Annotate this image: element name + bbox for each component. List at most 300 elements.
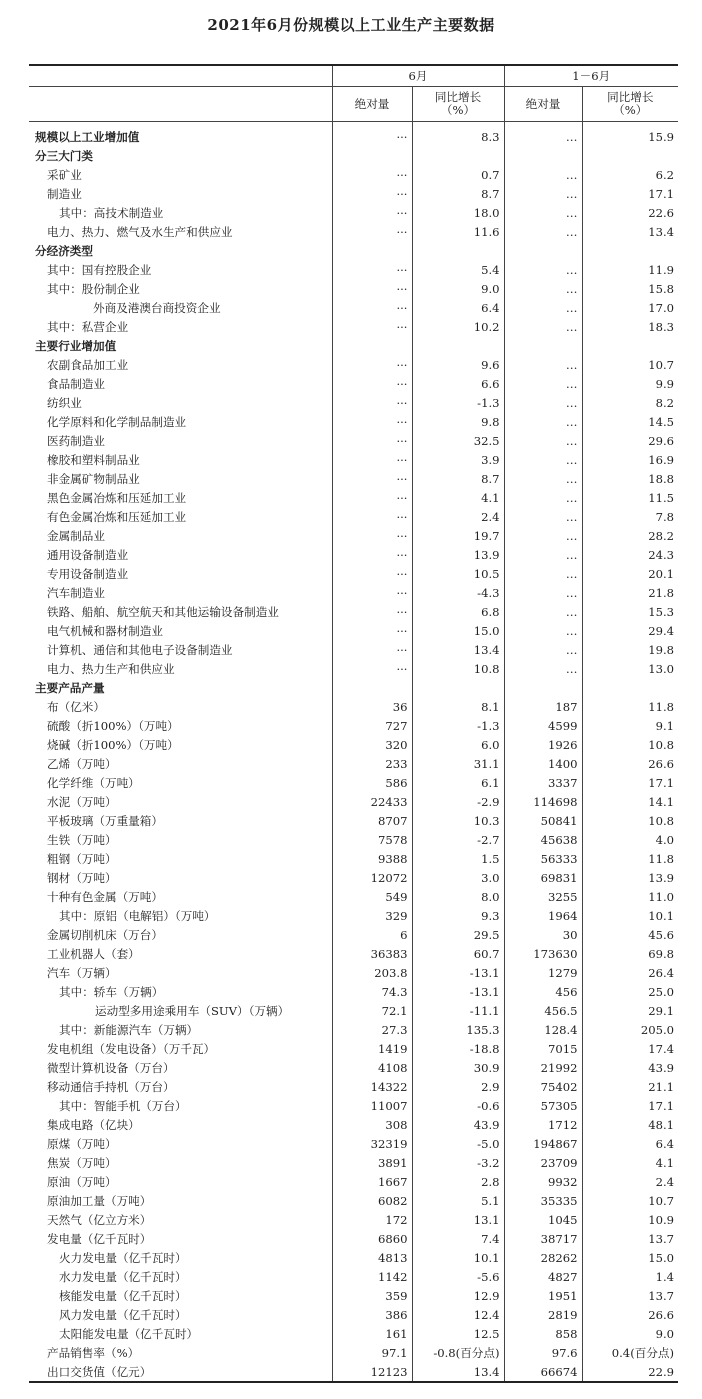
cell-ytd-abs: 7015 — [504, 1039, 582, 1058]
cell-month-growth: 4.1 — [412, 488, 504, 507]
cell-month-abs: ··· — [332, 260, 412, 279]
cell-month-abs: ··· — [332, 412, 412, 431]
cell-ytd-growth: 48.1 — [582, 1115, 678, 1134]
row-label: 主要行业增加值 — [35, 338, 117, 353]
row-label: 十种有色金属（万吨） — [47, 889, 163, 904]
cell-ytd-abs: 128.4 — [504, 1020, 582, 1039]
cell-month-growth: 1.5 — [412, 849, 504, 868]
row-label: 核能发电量（亿千瓦时） — [59, 1288, 187, 1303]
header-ytd: 1－6月 — [504, 65, 678, 87]
header-blank — [29, 65, 332, 87]
cell-month-abs: 549 — [332, 887, 412, 906]
cell-month-growth: -5.0 — [412, 1134, 504, 1153]
cell-month-growth: 29.5 — [412, 925, 504, 944]
cell-ytd-abs: … — [504, 640, 582, 659]
table-row — [29, 925, 678, 944]
header-month-abs: 绝对量 — [332, 87, 412, 122]
cell-ytd-growth: 6.2 — [582, 165, 678, 184]
cell-month-growth: 9.6 — [412, 355, 504, 374]
table-row — [29, 1077, 678, 1096]
cell-month-abs: ··· — [332, 602, 412, 621]
cell-ytd-abs: 4827 — [504, 1267, 582, 1286]
cell-ytd-abs: … — [504, 488, 582, 507]
cell-month-abs: ··· — [332, 488, 412, 507]
cell-month-growth: 2.8 — [412, 1172, 504, 1191]
row-label: 原煤（万吨） — [47, 1136, 117, 1151]
cell-ytd-growth: 18.3 — [582, 317, 678, 336]
table-row — [29, 507, 678, 526]
table-row — [29, 621, 678, 640]
row-label: 水泥（万吨） — [47, 794, 117, 809]
row-label: 化学纤维（万吨） — [47, 775, 140, 790]
cell-ytd-abs: 66674 — [504, 1362, 582, 1382]
cell-month-abs: 74.3 — [332, 982, 412, 1001]
cell-ytd-growth: 13.0 — [582, 659, 678, 678]
cell-month-growth: 11.6 — [412, 222, 504, 241]
cell-month-abs: 329 — [332, 906, 412, 925]
cell-month-growth: -4.3 — [412, 583, 504, 602]
row-label: 其中：轿车（万辆） — [59, 984, 164, 999]
cell-month-growth — [412, 678, 504, 697]
row-label: 通用设备制造业 — [47, 547, 129, 562]
table-row — [29, 317, 678, 336]
cell-ytd-growth: 26.6 — [582, 754, 678, 773]
cell-ytd-growth: 24.3 — [582, 545, 678, 564]
cell-ytd-growth: 17.4 — [582, 1039, 678, 1058]
cell-ytd-growth: 29.1 — [582, 1001, 678, 1020]
cell-ytd-growth: 10.1 — [582, 906, 678, 925]
table-row — [29, 355, 678, 374]
header-ytd-growth — [582, 87, 678, 122]
row-label: 其中：原铝（电解铝）（万吨） — [59, 908, 216, 923]
cell-ytd-growth: 14.1 — [582, 792, 678, 811]
table-row — [29, 735, 678, 754]
cell-month-growth: 60.7 — [412, 944, 504, 963]
cell-ytd-growth: 21.8 — [582, 583, 678, 602]
cell-month-abs: ··· — [332, 393, 412, 412]
cell-ytd-abs: 1400 — [504, 754, 582, 773]
page-title: 2021年6月份规模以上工业生产主要数据 — [207, 16, 495, 34]
row-label: 风力发电量（亿千瓦时） — [59, 1307, 187, 1322]
table-row — [29, 1286, 678, 1305]
cell-ytd-growth: 6.4 — [582, 1134, 678, 1153]
cell-month-abs: 9388 — [332, 849, 412, 868]
cell-month-abs: ··· — [332, 279, 412, 298]
header-growth-line1: 同比增长 — [607, 90, 654, 104]
header-month-growth — [412, 87, 504, 122]
table-row — [29, 203, 678, 222]
data-table — [29, 64, 678, 1383]
cell-ytd-growth: 15.3 — [582, 602, 678, 621]
cell-ytd-abs — [504, 241, 582, 260]
cell-month-abs: ··· — [332, 222, 412, 241]
cell-ytd-abs: … — [504, 412, 582, 431]
cell-month-growth: 10.1 — [412, 1248, 504, 1267]
cell-ytd-abs: 45638 — [504, 830, 582, 849]
cell-month-growth: 135.3 — [412, 1020, 504, 1039]
cell-month-abs: 1419 — [332, 1039, 412, 1058]
cell-ytd-growth: 4.1 — [582, 1153, 678, 1172]
table-row — [29, 431, 678, 450]
cell-month-abs: 4108 — [332, 1058, 412, 1077]
cell-month-abs: 36383 — [332, 944, 412, 963]
cell-ytd-abs: … — [504, 469, 582, 488]
table-row — [29, 374, 678, 393]
cell-month-abs: ··· — [332, 298, 412, 317]
cell-ytd-growth: 13.7 — [582, 1229, 678, 1248]
cell-month-abs: ··· — [332, 355, 412, 374]
table-row — [29, 1324, 678, 1343]
row-label: 烧碱（折100%）（万吨） — [47, 737, 179, 752]
cell-ytd-abs: 858 — [504, 1324, 582, 1343]
cell-ytd-growth: 15.0 — [582, 1248, 678, 1267]
cell-month-abs — [332, 241, 412, 260]
table-row — [29, 1305, 678, 1324]
table-body — [29, 122, 678, 1383]
table-row — [29, 1210, 678, 1229]
table-row — [29, 1343, 678, 1362]
cell-ytd-abs: 21992 — [504, 1058, 582, 1077]
cell-month-growth: 32.5 — [412, 431, 504, 450]
cell-ytd-growth — [582, 336, 678, 355]
header-growth-line1: 同比增长 — [434, 90, 482, 104]
row-label: 电气机械和器材制造业 — [47, 623, 163, 638]
cell-month-growth: 8.7 — [412, 469, 504, 488]
cell-ytd-abs — [504, 146, 582, 165]
row-label: 橡胶和塑料制品业 — [47, 452, 140, 467]
table-row — [29, 1001, 678, 1020]
cell-ytd-growth: 43.9 — [582, 1058, 678, 1077]
cell-month-growth: 9.3 — [412, 906, 504, 925]
row-label: 太阳能发电量（亿千瓦时） — [59, 1326, 199, 1341]
row-label: 运动型多用途乘用车（SUV）（万辆） — [95, 1003, 290, 1018]
cell-month-abs: 12072 — [332, 868, 412, 887]
row-label: 其中：股份制企业 — [47, 281, 140, 296]
table-row — [29, 260, 678, 279]
row-label: 硫酸（折100%）（万吨） — [47, 718, 179, 733]
cell-month-growth: 10.3 — [412, 811, 504, 830]
row-label: 其中：智能手机（万台） — [59, 1098, 187, 1113]
row-label: 黑色金属冶炼和压延加工业 — [47, 490, 187, 505]
row-label: 移动通信手持机（万台） — [47, 1079, 175, 1094]
cell-ytd-growth: 9.0 — [582, 1324, 678, 1343]
cell-month-abs: 11007 — [332, 1096, 412, 1115]
header-blank-2 — [29, 87, 332, 122]
cell-month-abs: 6 — [332, 925, 412, 944]
cell-ytd-growth: 25.0 — [582, 982, 678, 1001]
cell-ytd-abs: 456 — [504, 982, 582, 1001]
cell-month-growth: -11.1 — [412, 1001, 504, 1020]
cell-ytd-growth: 45.6 — [582, 925, 678, 944]
cell-month-abs: ··· — [332, 640, 412, 659]
cell-month-growth: 8.1 — [412, 697, 504, 716]
cell-month-growth: 10.8 — [412, 659, 504, 678]
row-label: 其中：高技术制造业 — [59, 205, 164, 220]
table-row — [29, 868, 678, 887]
cell-month-abs: ··· — [332, 469, 412, 488]
header-growth-line2: （%） — [613, 103, 648, 117]
row-label: 出口交货值（亿元） — [29, 1362, 332, 1382]
row-label: 钢材（万吨） — [47, 870, 117, 885]
cell-ytd-abs: 35335 — [504, 1191, 582, 1210]
cell-month-growth: 43.9 — [412, 1115, 504, 1134]
table-row — [29, 849, 678, 868]
row-label: 纺织业 — [47, 395, 82, 410]
cell-ytd-abs: … — [504, 431, 582, 450]
cell-month-growth: 13.9 — [412, 545, 504, 564]
table-row — [29, 564, 678, 583]
cell-ytd-abs — [504, 678, 582, 697]
row-label: 产品销售率（%） — [47, 1345, 140, 1360]
row-label: 焦炭（万吨） — [47, 1155, 117, 1170]
cell-month-abs: 308 — [332, 1115, 412, 1134]
cell-month-growth: 31.1 — [412, 754, 504, 773]
row-label: 主要产品产量 — [35, 680, 105, 695]
table-row — [29, 279, 678, 298]
table-row — [29, 583, 678, 602]
row-label: 规模以上工业增加值 — [35, 129, 140, 144]
cell-ytd-growth: 10.8 — [582, 735, 678, 754]
cell-ytd-growth: 11.5 — [582, 488, 678, 507]
cell-ytd-abs: … — [504, 659, 582, 678]
cell-month-abs: 14322 — [332, 1077, 412, 1096]
row-label: 布（亿米） — [47, 699, 105, 714]
row-label: 集成电路（亿块） — [47, 1117, 140, 1132]
cell-ytd-abs: 3337 — [504, 773, 582, 792]
cell-ytd-abs — [504, 336, 582, 355]
table-row — [29, 469, 678, 488]
cell-month-growth: -1.3 — [412, 716, 504, 735]
cell-ytd-abs: 1926 — [504, 735, 582, 754]
cell-month-growth: 9.8 — [412, 412, 504, 431]
cell-ytd-abs: … — [504, 602, 582, 621]
cell-month-growth: 6.8 — [412, 602, 504, 621]
row-label: 化学原料和化学制品制造业 — [47, 414, 187, 429]
table-row — [29, 640, 678, 659]
row-label: 工业机器人（套） — [47, 946, 140, 961]
cell-ytd-growth: 13.9 — [582, 868, 678, 887]
row-label: 粗钢（万吨） — [47, 851, 117, 866]
cell-ytd-growth: 10.7 — [582, 355, 678, 374]
cell-ytd-growth: 17.1 — [582, 773, 678, 792]
cell-ytd-abs: … — [504, 545, 582, 564]
cell-month-abs: 386 — [332, 1305, 412, 1324]
cell-ytd-growth: 15.8 — [582, 279, 678, 298]
cell-month-abs: 7578 — [332, 830, 412, 849]
row-label: 分三大门类 — [35, 148, 93, 163]
cell-ytd-growth: 26.6 — [582, 1305, 678, 1324]
cell-month-abs: 36 — [332, 697, 412, 716]
row-label: 其中：新能源汽车（万辆） — [59, 1022, 199, 1037]
table-row — [29, 1058, 678, 1077]
cell-ytd-abs: 69831 — [504, 868, 582, 887]
cell-month-growth: 7.4 — [412, 1229, 504, 1248]
cell-ytd-abs: … — [504, 450, 582, 469]
cell-ytd-growth: 10.8 — [582, 811, 678, 830]
cell-ytd-growth: 10.7 — [582, 1191, 678, 1210]
cell-month-abs — [332, 678, 412, 697]
cell-ytd-abs: … — [504, 355, 582, 374]
cell-ytd-growth: 11.8 — [582, 849, 678, 868]
cell-month-growth: 10.2 — [412, 317, 504, 336]
cell-ytd-growth: 21.1 — [582, 1077, 678, 1096]
table-row — [29, 1134, 678, 1153]
row-label: 天然气（亿立方米） — [47, 1212, 152, 1227]
cell-ytd-abs: … — [504, 165, 582, 184]
cell-ytd-growth: 18.8 — [582, 469, 678, 488]
cell-month-growth: -2.7 — [412, 830, 504, 849]
table-row — [29, 792, 678, 811]
cell-ytd-abs: 75402 — [504, 1077, 582, 1096]
table-row — [29, 754, 678, 773]
table-row — [29, 1020, 678, 1039]
cell-month-abs: 97.1 — [332, 1343, 412, 1362]
cell-month-growth: 6.4 — [412, 298, 504, 317]
table-row — [29, 678, 678, 697]
row-label: 水力发电量（亿千瓦时） — [59, 1269, 187, 1284]
cell-ytd-abs: 114698 — [504, 792, 582, 811]
cell-month-abs — [332, 336, 412, 355]
cell-ytd-growth: 2.4 — [582, 1172, 678, 1191]
cell-ytd-growth: 22.6 — [582, 203, 678, 222]
table-row — [29, 393, 678, 412]
cell-month-growth: -0.8(百分点) — [412, 1343, 504, 1362]
row-label: 汽车（万辆） — [47, 965, 117, 980]
cell-ytd-abs: 1045 — [504, 1210, 582, 1229]
row-label: 铁路、船舶、航空航天和其他运输设备制造业 — [47, 604, 279, 619]
cell-month-abs — [332, 146, 412, 165]
cell-month-abs: ··· — [332, 526, 412, 545]
row-label: 计算机、通信和其他电子设备制造业 — [47, 642, 233, 657]
cell-ytd-abs: 1279 — [504, 963, 582, 982]
cell-month-growth: 2.4 — [412, 507, 504, 526]
cell-month-abs: 12123 — [332, 1362, 412, 1382]
row-label: 原油（万吨） — [47, 1174, 117, 1189]
cell-ytd-abs: … — [504, 526, 582, 545]
cell-month-abs: 22433 — [332, 792, 412, 811]
cell-ytd-growth: 13.4 — [582, 222, 678, 241]
cell-month-growth: 13.4 — [412, 640, 504, 659]
cell-ytd-abs: 1951 — [504, 1286, 582, 1305]
cell-ytd-abs: … — [504, 279, 582, 298]
cell-ytd-growth: 205.0 — [582, 1020, 678, 1039]
cell-ytd-abs: … — [504, 374, 582, 393]
row-label: 生铁（万吨） — [47, 832, 117, 847]
table-row — [29, 830, 678, 849]
cell-month-growth: 12.5 — [412, 1324, 504, 1343]
cell-ytd-growth: 26.4 — [582, 963, 678, 982]
cell-ytd-abs: 97.6 — [504, 1343, 582, 1362]
table-row — [29, 602, 678, 621]
cell-month-growth: 13.1 — [412, 1210, 504, 1229]
cell-month-abs: ··· — [332, 165, 412, 184]
table-row — [29, 298, 678, 317]
table-row — [29, 659, 678, 678]
cell-month-abs: 1142 — [332, 1267, 412, 1286]
cell-ytd-abs: 3255 — [504, 887, 582, 906]
cell-month-abs: ··· — [332, 450, 412, 469]
cell-ytd-growth: 16.9 — [582, 450, 678, 469]
cell-month-growth: 18.0 — [412, 203, 504, 222]
table-row — [29, 1229, 678, 1248]
cell-month-growth — [412, 146, 504, 165]
cell-ytd-growth: 9.1 — [582, 716, 678, 735]
row-label: 农副食品加工业 — [47, 357, 129, 372]
cell-month-abs: 161 — [332, 1324, 412, 1343]
table-row — [29, 1115, 678, 1134]
cell-ytd-growth: 4.0 — [582, 830, 678, 849]
cell-ytd-abs: 38717 — [504, 1229, 582, 1248]
cell-month-abs: ··· — [332, 184, 412, 203]
row-label: 乙烯（万吨） — [47, 756, 117, 771]
cell-ytd-growth: 29.6 — [582, 431, 678, 450]
cell-ytd-abs: 4599 — [504, 716, 582, 735]
cell-month-abs: 32319 — [332, 1134, 412, 1153]
cell-ytd-abs: 1712 — [504, 1115, 582, 1134]
row-label: 汽车制造业 — [47, 585, 105, 600]
cell-ytd-growth: 14.5 — [582, 412, 678, 431]
cell-month-abs: 359 — [332, 1286, 412, 1305]
cell-month-growth: 2.9 — [412, 1077, 504, 1096]
cell-month-growth: 9.0 — [412, 279, 504, 298]
cell-month-growth: -2.9 — [412, 792, 504, 811]
header-month: 6月 — [332, 65, 504, 87]
table-row — [29, 1362, 678, 1382]
cell-month-growth: -3.2 — [412, 1153, 504, 1172]
cell-ytd-abs: … — [504, 184, 582, 203]
cell-ytd-abs: … — [504, 564, 582, 583]
table-row — [29, 222, 678, 241]
cell-ytd-growth: 11.8 — [582, 697, 678, 716]
cell-ytd-growth: 69.8 — [582, 944, 678, 963]
table-row — [29, 1096, 678, 1115]
table-row — [29, 716, 678, 735]
table-row — [29, 1191, 678, 1210]
cell-month-abs: 1667 — [332, 1172, 412, 1191]
table-row — [29, 412, 678, 431]
cell-month-growth: -5.6 — [412, 1267, 504, 1286]
cell-month-abs: 320 — [332, 735, 412, 754]
cell-month-abs: 6860 — [332, 1229, 412, 1248]
cell-month-abs: ··· — [332, 203, 412, 222]
cell-ytd-growth: 11.9 — [582, 260, 678, 279]
table-row — [29, 488, 678, 507]
cell-ytd-abs: … — [504, 127, 582, 146]
row-label: 微型计算机设备（万台） — [47, 1060, 175, 1075]
cell-month-abs: ··· — [332, 431, 412, 450]
cell-ytd-abs: 187 — [504, 697, 582, 716]
table-row — [29, 1153, 678, 1172]
cell-ytd-growth: 7.8 — [582, 507, 678, 526]
table-row — [29, 526, 678, 545]
cell-ytd-growth: 1.4 — [582, 1267, 678, 1286]
row-label: 有色金属冶炼和压延加工业 — [47, 509, 187, 524]
table-row — [29, 944, 678, 963]
cell-month-growth: -13.1 — [412, 982, 504, 1001]
cell-ytd-abs: 56333 — [504, 849, 582, 868]
cell-ytd-abs: … — [504, 222, 582, 241]
cell-ytd-growth: 17.1 — [582, 184, 678, 203]
cell-ytd-abs: … — [504, 203, 582, 222]
cell-ytd-abs: … — [504, 621, 582, 640]
table-row — [29, 545, 678, 564]
cell-month-growth: 6.1 — [412, 773, 504, 792]
table-row — [29, 887, 678, 906]
cell-month-growth: 3.9 — [412, 450, 504, 469]
cell-month-growth: 3.0 — [412, 868, 504, 887]
cell-month-growth: 5.1 — [412, 1191, 504, 1210]
cell-month-abs: 586 — [332, 773, 412, 792]
